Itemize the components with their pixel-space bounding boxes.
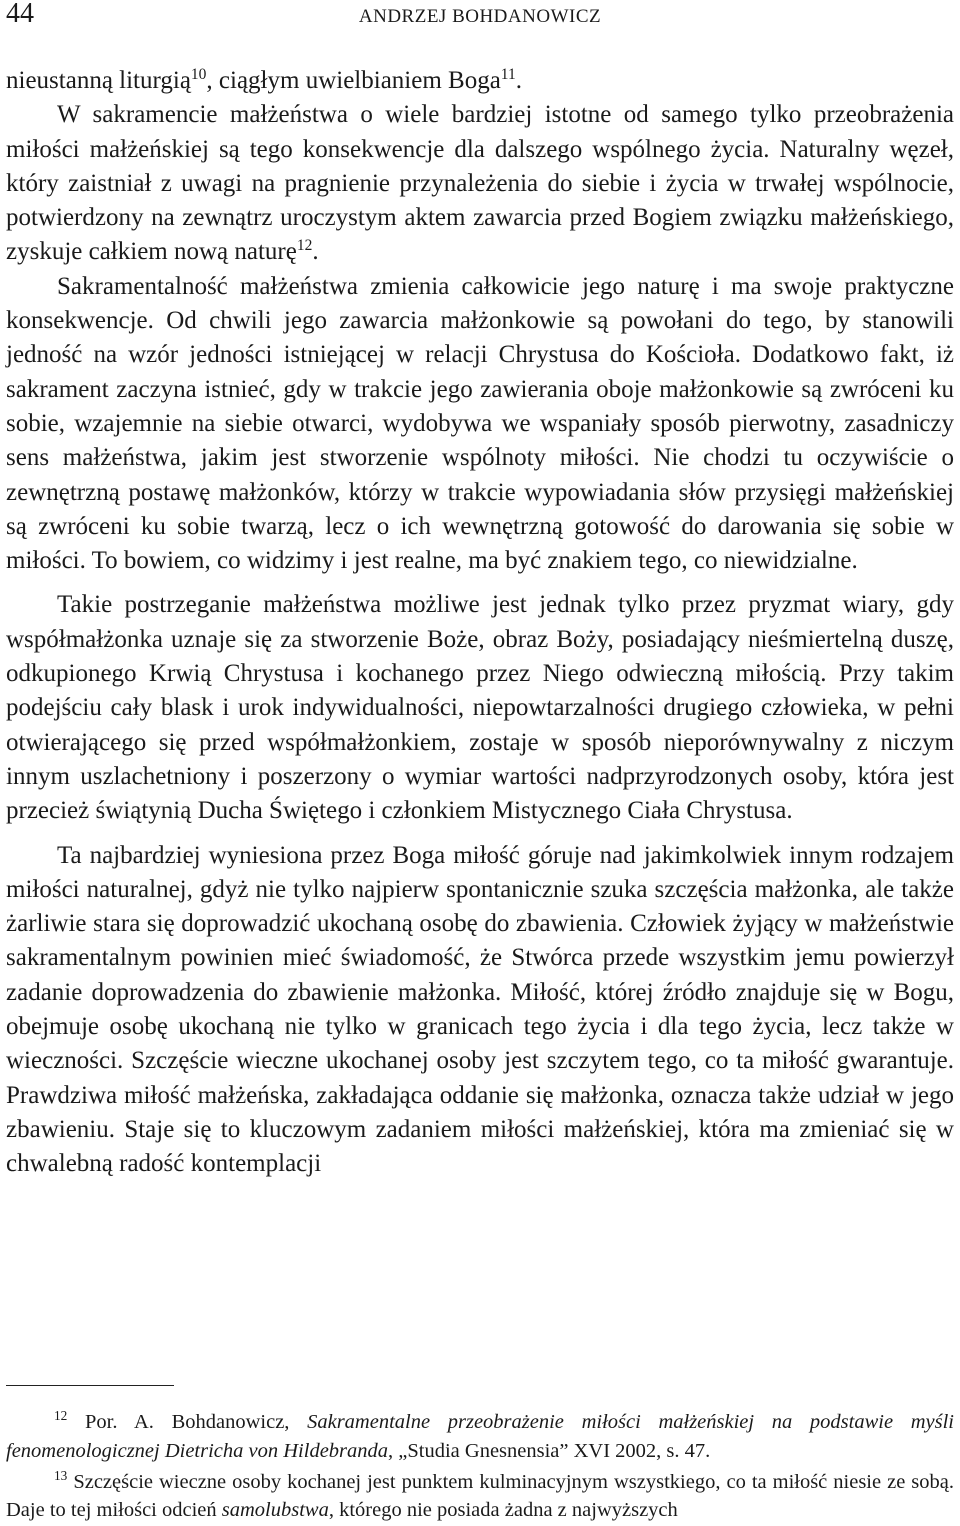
paragraph-1-text-a: nieustanną liturgią (6, 67, 191, 94)
footnote-12-text-a: Por. A. Bohdanowicz, (84, 1411, 308, 1433)
footnote-13-text-a: Szczęście wieczne osoby kochanej jest punktem kulminacyjnym wszystkiego, co ta miłość niesie ze sobą. Daje to tej miłości odcień (6, 1470, 955, 1522)
paragraph-1-text-c: . (515, 67, 522, 94)
footnote-number-12: 12 (54, 1408, 68, 1424)
paragraph-5: Ta najbardziej wyniesiona przez Boga miłość góruje nad jakimkolwiek innym rodzajem miłości naturalnej, gdyż nie tylko najpierw spontanicznie szuka szczęścia małżonka, ale także żarliwie stara się doprowadzić ukochaną osobę do zbawienia. Człowiek żyjący w małżeństwie sakramentalnym powinien mieć świadomość, że Stwórca przede wszystkim jemu powierzył zadanie doprowadzenia do zbawienie małżonka. Miłość, której źródło znajduje się w Bogu, obejmuje osobę ukochaną nie tylko w granicach tego życia i dla tego życia, lecz także w wieczności. Szczęście wieczne ukochanej osoby jest szczytem tego, co ta miłość gwarantuje. Prawdziwa miłość małżeńska, zakładająca oddanie się małżonka, oznacza także udział w jego zbawieniu. Staje się to kluczowym zadaniem miłości małżeńskiej, która ma zmieniać się w chwalebną radość kontemplacji (6, 841, 954, 1178)
paragraph-3: Sakramentalność małżeństwa zmienia całkowicie jego naturę i ma swoje praktyczne konsekwencje. Od chwili jego zawarcia małżonkowie są powołani do tego, by stanowili jedność na wzór jedności istniejącej w relacji Chrystusa do Kościoła. Dodatkowo fakt, iż sakrament zaczyna istnieć, gdy w trakcie jego zawierania oboje małżonkowie są zwróceni ku sobie, wzajemnie na siebie otwarci, wydobywa we wspaniały sposób pierwotny, zasadniczy sens małżeństwa, jakim jest stworzenie wspólnoty miłości. Nie chodzi tu oczywiście o zewnętrzną postawę małżonków, którzy w trakcie wypowiadania słów przysięgi małżeńskiej są zwróceni ku sobie twarzą, lecz o ich wewnętrzną gotowość do darowania się sobie w miłości. To bowiem, co widzimy i jest realne, ma być znakiem tego, co niewidzialne. (6, 272, 954, 575)
footnote-13-text-b: , którego nie posiada żadna z najwyższych (328, 1499, 678, 1522)
paragraph-2-text-a: W sakramencie małżeństwa o wiele bardziej istotne od samego tylko przeobrażenia miłości małżeńskiej są tego konsekwencje dla dalszego wspólnego życia. Naturalny węzeł, który zaistniał z uwagi na pragnienie przynależenia do siebie i życia w trwałej wspólnocie, potwierdzony na zewnątrz uroczystym aktem zawarcia przed Bogiem związku małżeńskiego, zyskuje całkiem nową naturę (6, 101, 954, 266)
paragraph-1-text-b: , ciągłym uwielbianiem Boga (206, 67, 501, 94)
paragraph-2-text-b: . (312, 238, 319, 266)
page-header (6, 0, 954, 34)
footnote-12-title: Sakramentalne przeobrażenie miłości małżeńskiej na podstawie myśli fenomenologicznej Dietricha von Hildebranda (6, 1411, 955, 1462)
footnote-13-emphasis: samolubstwa (221, 1499, 329, 1522)
main-text (6, 64, 954, 1182)
footnote-12-text-b: , „Studia Gnesnensia” XVI 2002, s. 47. (388, 1439, 711, 1462)
running-head: ANDRZEJ BOHDANOWICZ (358, 6, 602, 27)
footnote-13 (6, 1468, 954, 1526)
paragraph-1 (6, 64, 954, 98)
footnote-ref-12: 12 (296, 237, 313, 255)
footnote-separator (6, 1385, 174, 1386)
page-number: 44 (6, 0, 34, 29)
footnotes (6, 1408, 954, 1525)
footnote-12 (6, 1408, 954, 1466)
footnote-ref-11: 11 (500, 65, 516, 83)
paragraph-4: Takie postrzeganie małżeństwa możliwe jest jednak tylko przez pryzmat wiary, gdy współmałżonka uznaje się za stworzenie Boże, obraz Boży, posiadający nieśmiertelną duszę, odkupionego Krwią Chrystusa i kochanego przez Niego odwieczną miłością. Przy takim podejściu cały blask i urok indywidualności, niepowtarzalności drugiego człowieka, w pełni otwierającego się przed współmałżonkiem, zostaje w sposób nieporównywalny z niczym innym uszlachetniony i poszerzony o wymiar wartości nadprzyrodzonych osoby, która jest przecież świątynią Ducha Świętego i członkiem Mistycznego Ciała Chrystusa. (6, 591, 954, 825)
footnote-number-13: 13 (54, 1467, 68, 1483)
footnote-ref-10: 10 (190, 65, 207, 83)
paragraph-2 (6, 98, 954, 269)
